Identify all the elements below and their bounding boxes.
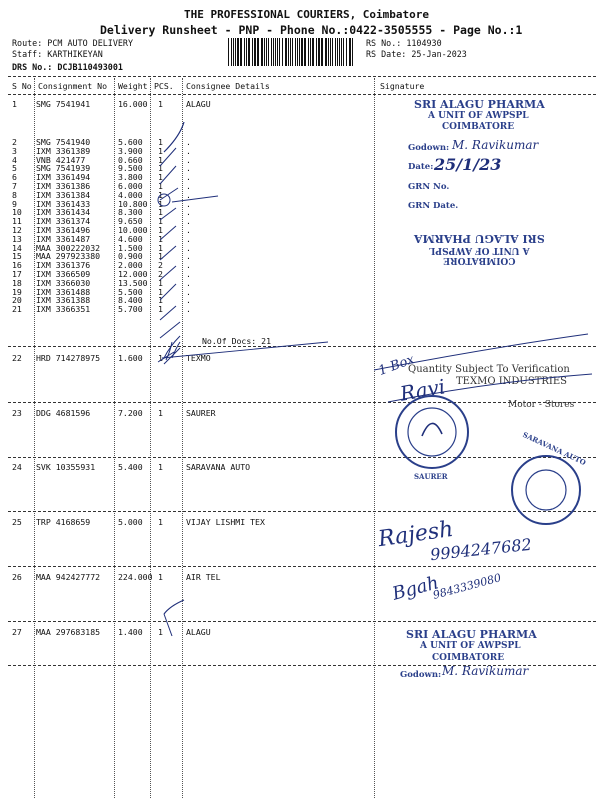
row-cn: IXM 3361487: [36, 233, 91, 244]
circle-mark: [158, 194, 170, 206]
row-wt: 9.500: [118, 163, 143, 174]
row-consignee: ALAGU: [186, 99, 211, 109]
barcode-bar: [295, 38, 296, 66]
texmo-industries: TEXMO INDUSTRIES: [456, 376, 568, 387]
row-sno: 15: [12, 251, 22, 262]
column-divider: [8, 94, 596, 95]
seal-outer-ring: [512, 456, 580, 524]
row-pcs: 1: [158, 251, 163, 262]
row-consignee: .: [186, 286, 191, 297]
block-cn: SVK 10355931: [36, 462, 96, 472]
col-consignee: Consignee Details: [186, 81, 270, 91]
date-handwritten: 25/1/23: [434, 155, 502, 174]
row-wt: 9.650: [118, 216, 143, 227]
row-pcs: 1: [158, 163, 163, 174]
tick-mark: [158, 145, 176, 166]
barcode-bar: [248, 38, 250, 66]
route-label: Route: PCM AUTO DELIVERY: [12, 38, 134, 48]
row-cn: IXM 3361496: [36, 225, 91, 235]
row-wt: 10.000: [118, 225, 148, 235]
last-alagu-stamp-city: COIMBATORE: [432, 653, 505, 663]
barcode-bar: [290, 38, 291, 66]
barcode-bar: [252, 38, 253, 66]
row-consignee: .: [186, 242, 191, 253]
block-wt: 5.000: [118, 517, 143, 527]
barcode-bar: [257, 38, 259, 66]
barcode-bar: [312, 38, 314, 66]
row-consignee: .: [186, 189, 191, 200]
row-pcs: 1: [158, 189, 163, 200]
row-sno: 21: [12, 304, 22, 315]
row-wt: 4.000: [118, 189, 143, 200]
block-pcs: 1: [158, 572, 163, 582]
texmo-note: 1 Box: [376, 352, 417, 379]
barcode-bar: [254, 38, 256, 66]
barcode: [228, 38, 356, 66]
row-pcs: 1: [158, 207, 163, 218]
col-rule: [114, 78, 115, 798]
row-cn: IXM 3361376: [36, 260, 91, 271]
tick-mark: [164, 348, 180, 364]
row-cn: VNB 421477: [36, 154, 86, 165]
row-cn: IXM 3361384: [36, 189, 91, 200]
texmo-pen-lines: [368, 330, 596, 410]
row-wt: 3.900: [118, 145, 143, 156]
saravana-seal: [508, 452, 584, 528]
alagu-stamp-name: SRI ALAGU PHARMA: [414, 98, 545, 111]
row-consignee: .: [186, 137, 191, 147]
row-pcs: 1: [158, 304, 163, 315]
texmo-verification: Quantity Subject To Verification: [408, 364, 570, 375]
godown-label: Godown:: [408, 143, 450, 153]
row-consignee: .: [186, 207, 191, 218]
row-consignee: .: [186, 163, 191, 174]
col-consignment: Consignment No: [38, 81, 108, 91]
block-wt: 5.400: [118, 462, 143, 472]
inverted-alagu-stamp: [414, 232, 545, 265]
vijay-signature: Rajesh: [376, 516, 455, 553]
row-consignee: .: [186, 251, 191, 262]
rs-number: RS No.: 1104930: [366, 38, 442, 48]
block-consignee: VIJAY LISHMI TEX: [186, 517, 265, 527]
row-wt: 10.800: [118, 198, 148, 209]
barcode-bar: [299, 38, 300, 66]
block-cn: HRD 714278975: [36, 353, 101, 363]
row-sno: 2: [12, 137, 17, 147]
block-sno: 24: [12, 462, 22, 472]
block-consignee: ALAGU: [186, 627, 211, 637]
row-sno: 16: [12, 260, 22, 271]
row-cn: MAA 297923380: [36, 251, 101, 262]
runsheet-subtitle: Delivery Runsheet - PNP - Phone No.:0422-3505555 - Page No.:1: [100, 23, 523, 37]
block-pcs: 1: [158, 627, 163, 637]
row-wt: 4.600: [118, 233, 143, 244]
row-wt: 1.500: [118, 242, 143, 253]
row-cn: IXM 3361386: [36, 181, 91, 191]
block-consignee: SARAVANA AUTO: [186, 462, 251, 472]
godown-signature: M. Ravikumar: [452, 138, 539, 152]
date-label: Date:: [408, 162, 434, 172]
last-alagu-stamp-unit: A UNIT OF AWPSPL: [420, 641, 521, 651]
barcode-bar: [268, 38, 269, 66]
barcode-bar: [233, 38, 234, 66]
row-sno: 9: [12, 198, 17, 209]
block-pcs: 1: [158, 408, 163, 418]
barcode-bar: [292, 38, 293, 66]
block-cn: MAA 942427772: [36, 572, 101, 582]
block-sno: 23: [12, 408, 22, 418]
barcode-bar: [301, 38, 303, 66]
row-consignee: .: [186, 181, 191, 191]
row-cn: IXM 3361389: [36, 145, 91, 156]
row-wt: 3.800: [118, 172, 143, 183]
barcode-bar: [310, 38, 311, 66]
texmo-signature: Ravi: [398, 374, 447, 406]
barcode-bar: [277, 38, 278, 66]
barcode-bar: [316, 38, 317, 66]
last-alagu-stamp-name: SRI ALAGU PHARMA: [406, 628, 537, 641]
row-sno: 13: [12, 233, 22, 244]
rs-date: RS Date: 25-Jan-2023: [366, 49, 467, 59]
seal-inner-ring: [408, 408, 456, 456]
grn-no-label: GRN No.: [408, 182, 450, 192]
barcode-bar: [335, 38, 336, 66]
tick-mark: [158, 163, 176, 184]
motor-stores-label: Motor - Stores: [508, 400, 575, 410]
row-wt: 8.300: [118, 207, 143, 218]
seal-inner-ring: [526, 470, 566, 510]
block-wt: 1.400: [118, 627, 143, 637]
tick-mark: [164, 122, 184, 152]
tick-mark: [160, 208, 176, 220]
col-rule: [34, 78, 35, 798]
row-pcs: 1: [158, 154, 163, 165]
barcode-bar: [337, 38, 338, 66]
row-cn: IXM 3366351: [36, 304, 91, 315]
barcode-bar: [352, 38, 353, 66]
row-wt: 2.000: [118, 260, 143, 271]
barcode-bar: [235, 38, 236, 66]
row-pcs: 1: [158, 242, 163, 253]
tick-mark: [160, 284, 176, 300]
row-wt: 5.600: [118, 137, 143, 147]
row-pcs: 1: [158, 198, 163, 209]
alagu-stamp-unit: A UNIT OF AWPSPL: [428, 111, 529, 121]
inverted-stamp-unit: A UNIT OF AWPSPL: [429, 245, 530, 255]
tick-mark: [160, 266, 176, 280]
tick-mark: [160, 322, 180, 338]
tick-mark: [164, 614, 172, 636]
row-pcs: 1: [158, 216, 163, 227]
barcode-bar: [288, 38, 289, 66]
row-consignee: .: [186, 172, 191, 183]
row-cn: IXM 3361488: [36, 286, 91, 297]
arrow-mark: [172, 196, 218, 202]
row-wt: 0.660: [118, 154, 143, 165]
barcode-bar: [282, 38, 283, 66]
row-consignee: .: [186, 295, 191, 306]
tick-mark: [160, 226, 176, 240]
row-cn: IXM 3361434: [36, 207, 91, 218]
row-sno: 7: [12, 181, 17, 191]
staff-label: Staff: KARTHIKEYAN: [12, 49, 103, 59]
alagu-stamp-city: COIMBATORE: [442, 122, 515, 132]
block-cn: DDG 4681596: [36, 408, 91, 418]
last-godown-signature: M. Ravikumar: [442, 664, 529, 678]
row-wt: 8.400: [118, 295, 143, 306]
runsheet-title: THE PROFESSIONAL COURIERS, Coimbatore: [184, 8, 430, 21]
tick-mark: [158, 242, 176, 260]
row-wt: 16.000: [118, 99, 148, 109]
row-pcs: 1: [158, 99, 163, 109]
airtel-signature: Bgah: [390, 572, 441, 605]
row-sno: 14: [12, 242, 22, 253]
row-pcs: 2: [158, 260, 163, 271]
barcode-bar: [237, 38, 239, 66]
row-consignee: .: [186, 225, 191, 235]
block-consignee: SAURER: [186, 408, 216, 418]
row-consignee: .: [186, 269, 191, 279]
barcode-bar: [297, 38, 298, 66]
last-godown-label: Godown:: [400, 670, 442, 680]
barcode-bar: [279, 38, 280, 66]
barcode-bar: [273, 38, 274, 66]
row-sno: 3: [12, 145, 17, 156]
grn-date-label: GRN Date.: [408, 201, 459, 211]
barcode-bar: [231, 38, 232, 66]
row-pcs: 1: [158, 277, 163, 288]
row-cn: IXM 3366030: [36, 277, 91, 288]
tick-mark: [164, 600, 184, 614]
row-pcs: 1: [158, 172, 163, 183]
barcode-bar: [266, 38, 267, 66]
col-sno: S No: [12, 81, 32, 91]
row-sno: 1: [12, 99, 17, 109]
barcode-bar: [275, 38, 276, 66]
saurer-seal-text: SAURER: [414, 472, 448, 481]
col-weight: Weight: [118, 81, 148, 91]
row-pcs: 1: [158, 286, 163, 297]
block-sno: 27: [12, 627, 22, 637]
diagonal-line: [374, 334, 588, 370]
inverted-stamp-city: COIMBATORE: [443, 255, 516, 265]
barcode-bar: [246, 38, 247, 66]
drs-number: DRS No.: DCJB110493001: [12, 62, 123, 72]
row-sno: 19: [12, 286, 22, 297]
barcode-bar: [343, 38, 344, 66]
block-cn: MAA 297683185: [36, 627, 101, 637]
barcode-bar: [304, 38, 306, 66]
row-pcs: 1: [158, 233, 163, 244]
row-wt: 5.700: [118, 304, 143, 315]
barcode-bar: [240, 38, 242, 66]
barcode-bar: [228, 38, 229, 66]
barcode-bar: [339, 38, 340, 66]
block-sno: 26: [12, 572, 22, 582]
row-cn: IXM 3361388: [36, 295, 91, 306]
seal-initials: [422, 423, 442, 436]
row-cn: IXM 3361494: [36, 172, 91, 183]
row-sno: 20: [12, 295, 22, 306]
row-sno: 12: [12, 225, 22, 235]
row-cn: SMG 7541941: [36, 99, 91, 109]
barcode-bar: [321, 38, 323, 66]
barcode-bar: [349, 38, 351, 66]
block-pcs: 1: [158, 353, 163, 363]
col-pcs: PCS.: [154, 81, 174, 91]
row-wt: 13.500: [118, 277, 148, 288]
barcode-bar: [341, 38, 342, 66]
row-cn: SMG 7541940: [36, 137, 91, 147]
row-consignee: .: [186, 216, 191, 227]
barcode-bar: [325, 38, 327, 66]
block-sno: 22: [12, 353, 22, 363]
row-consignee: .: [186, 154, 191, 165]
row-wt: 6.000: [118, 181, 143, 191]
row-sno: 8: [12, 189, 17, 200]
block-wt: 224.000: [118, 572, 153, 582]
row-pcs: 1: [158, 181, 163, 191]
block-consignee: AIR TEL: [186, 572, 221, 582]
row-wt: 5.500: [118, 286, 143, 297]
row-cn: IXM 3361433: [36, 198, 91, 209]
diagonal-line: [162, 342, 328, 358]
block-pcs: 1: [158, 517, 163, 527]
row-consignee: .: [186, 304, 191, 315]
row-pcs: 1: [158, 137, 163, 147]
barcode-bar: [346, 38, 347, 66]
diagonal-line: [388, 374, 592, 402]
barcode-bar: [318, 38, 320, 66]
barcode-bar: [308, 38, 309, 66]
row-consignee: .: [186, 277, 191, 288]
barcode-bar: [285, 38, 287, 66]
block-cn: TRP 4168659: [36, 517, 91, 527]
row-consignee: .: [186, 233, 191, 244]
row-sno: 11: [12, 216, 22, 227]
row-cn: MAA 300222032: [36, 242, 101, 253]
row-wt: 12.000: [118, 269, 148, 279]
row-cn: IXM 3366509: [36, 269, 91, 279]
airtel-phone: 9843339080: [431, 571, 503, 602]
block-consignee: TEXMO: [186, 353, 211, 363]
row-sno: 17: [12, 269, 22, 279]
barcode-bar: [261, 38, 263, 66]
doc-count: No.Of Docs: 21: [202, 336, 272, 346]
block-pcs: 1: [158, 462, 163, 472]
row-cn: SMG 7541939: [36, 163, 91, 174]
pen-marks: [150, 96, 380, 656]
row-sno: 10: [12, 207, 22, 218]
block-wt: 1.600: [118, 353, 143, 363]
col-signature: Signature: [380, 81, 425, 91]
barcode-bar: [271, 38, 272, 66]
row-sno: 18: [12, 277, 22, 288]
tick-mark: [160, 306, 176, 320]
row-consignee: .: [186, 145, 191, 156]
row-consignee: .: [186, 260, 191, 271]
saravana-seal-text: SARAVANA AUTO: [521, 429, 588, 468]
barcode-bar: [332, 38, 333, 66]
header-divider: [8, 76, 596, 77]
row-sno: 4: [12, 154, 17, 165]
vijay-phone: 9994247682: [429, 534, 533, 565]
row-wt: 0.900: [118, 251, 143, 262]
block-wt: 7.200: [118, 408, 143, 418]
row-consignee: .: [186, 198, 191, 209]
row-pcs: 1: [158, 145, 163, 156]
row-sno: 5: [12, 163, 17, 174]
row-sno: 6: [12, 172, 17, 183]
barcode-bar: [330, 38, 331, 66]
barcode-bar: [244, 38, 245, 66]
inverted-stamp-name: SRI ALAGU PHARMA: [414, 232, 545, 245]
row-cn: IXM 3361374: [36, 216, 91, 227]
row-pcs: 1: [158, 295, 163, 306]
block-sno: 25: [12, 517, 22, 527]
barcode-bar: [328, 38, 329, 66]
row-pcs: 2: [158, 269, 163, 279]
row-pcs: 1: [158, 225, 163, 235]
barcode-bar: [264, 38, 265, 66]
